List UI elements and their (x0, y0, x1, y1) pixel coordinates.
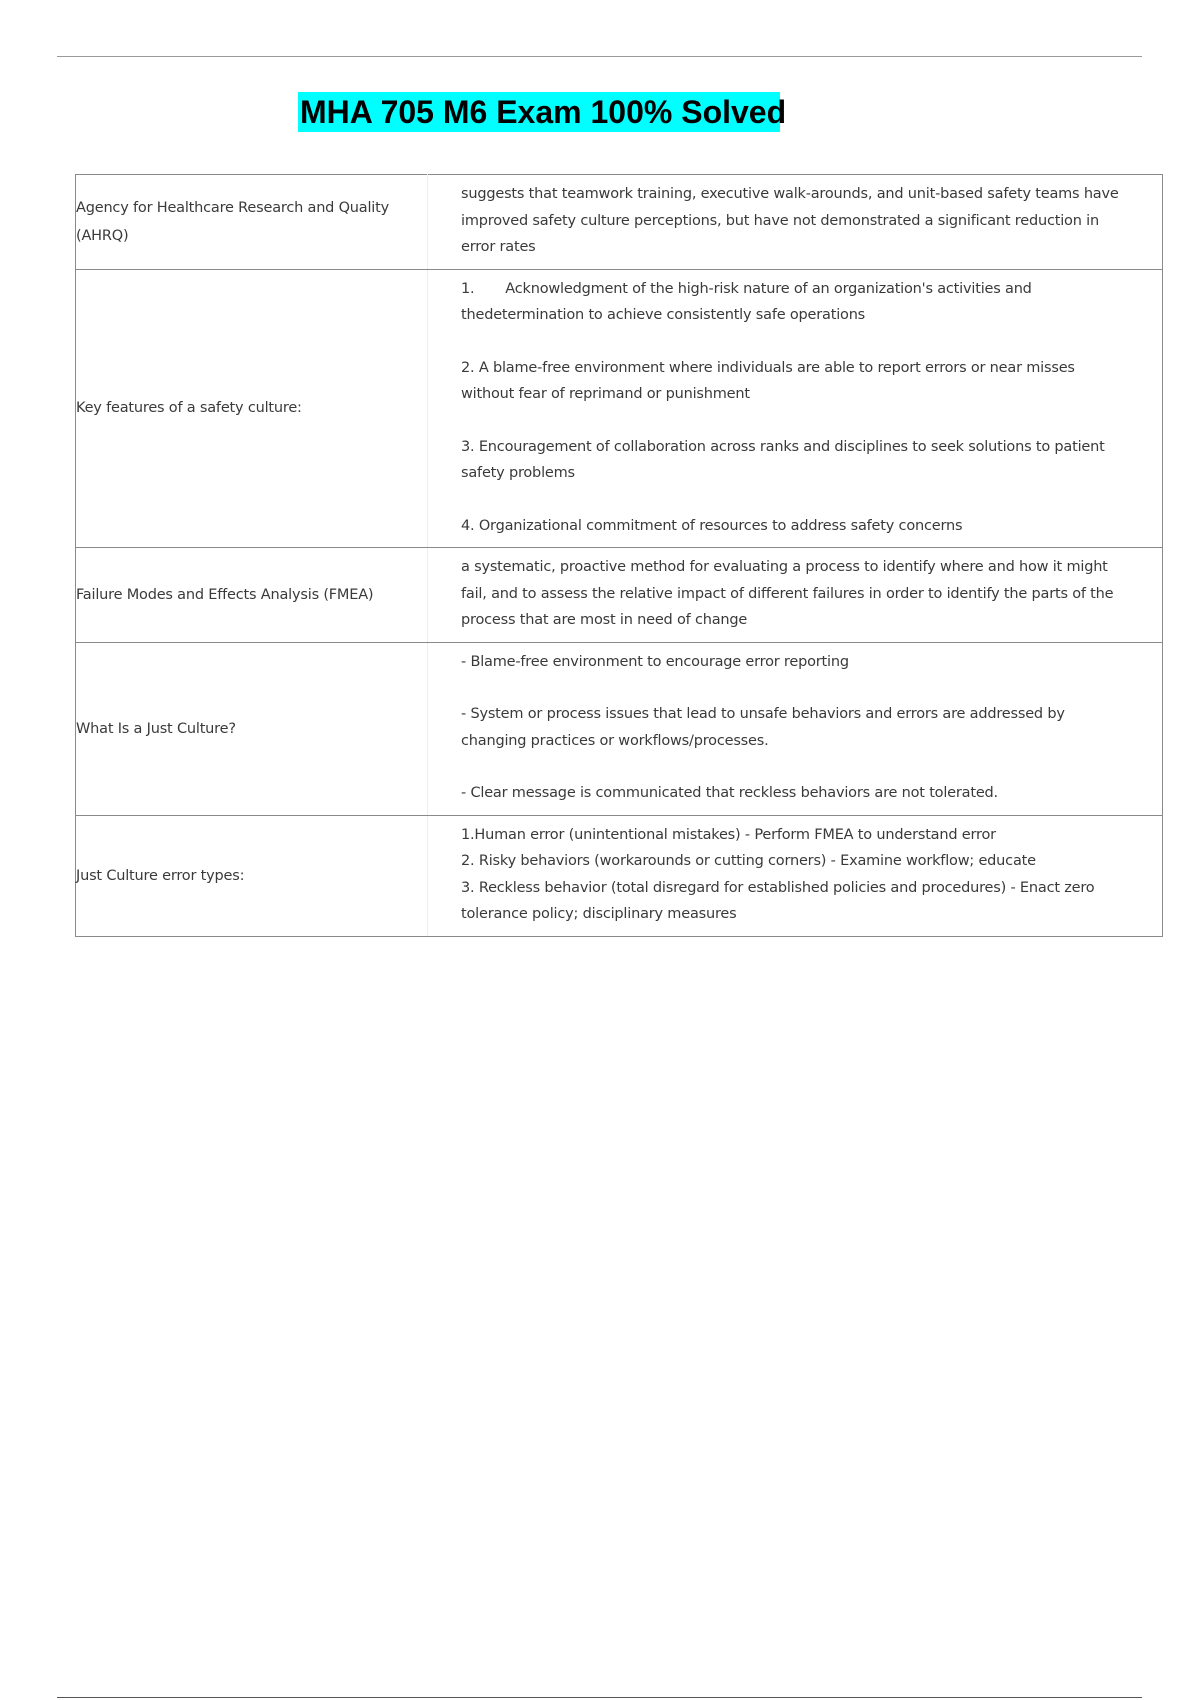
table-row (76, 548, 1163, 643)
title-highlight (298, 92, 787, 132)
definition-cell (428, 175, 1163, 270)
document-title: MHA 705 M6 Exam 100% Solved (300, 94, 787, 130)
term-cell: Agency for Healthcare Research and Quality (AHRQ) (76, 175, 428, 270)
definition-line: 2. Risky behaviors (workarounds or cutting corners) - Examine workflow; educate (461, 853, 1036, 869)
definition-line: 1.Human error (unintentional mistakes) - Perform FMEA to understand error (461, 826, 996, 843)
definition-text: a systematic, proactive method for evaluating a process to identify where and how it might fail, and to assess the relative impact of different failures in order to identify the parts of the process that are most in need of change (461, 559, 1114, 628)
term-cell: Failure Modes and Effects Analysis (FMEA) (76, 548, 428, 643)
definition-item: 4. Organizational commitment of resources to address safety concerns (461, 517, 963, 534)
definition-cell (428, 269, 1163, 548)
definition-text: suggests that teamwork training, executive walk-arounds, and unit-based safety teams have improved safety culture perceptions, but have not demonstrated a significant reduction in error rates (461, 186, 1119, 255)
term-cell: What Is a Just Culture? (76, 642, 428, 815)
table-row (76, 269, 1163, 548)
definition-item: - Blame-free environment to encourage error reporting (461, 653, 849, 670)
table-row (76, 815, 1163, 936)
definition-line: 3. Reckless behavior (total disregard for established policies and procedures) - Enact zero tolerance policy; disciplinary measures (461, 879, 1095, 922)
footer-rule (57, 1697, 1142, 1698)
definition-cell (428, 548, 1163, 643)
definition-item: 1. Acknowledgment of the high-risk nature of an organization's activities and thedetermination to achieve consistently safe operations (461, 280, 1037, 323)
header-rule (57, 56, 1142, 57)
term-cell: Just Culture error types: (76, 815, 428, 936)
definition-cell (428, 815, 1163, 936)
definition-item: 3. Encouragement of collaboration across ranks and disciplines to seek solutions to patient safety problems (461, 438, 1105, 481)
definition-item: - System or process issues that lead to unsafe behaviors and errors are addressed by changing practices or workflows/processes. (461, 706, 1065, 749)
table-row (76, 642, 1163, 815)
definition-item: 2. A blame-free environment where individuals are able to report errors or near misses without fear of reprimand or punishment (461, 359, 1075, 402)
definition-item: - Clear message is communicated that reckless behaviors are not tolerated. (461, 785, 998, 801)
term-cell: Key features of a safety culture: (76, 269, 428, 548)
qa-table (75, 174, 1163, 937)
definition-cell (428, 642, 1163, 815)
table-row (76, 175, 1163, 270)
